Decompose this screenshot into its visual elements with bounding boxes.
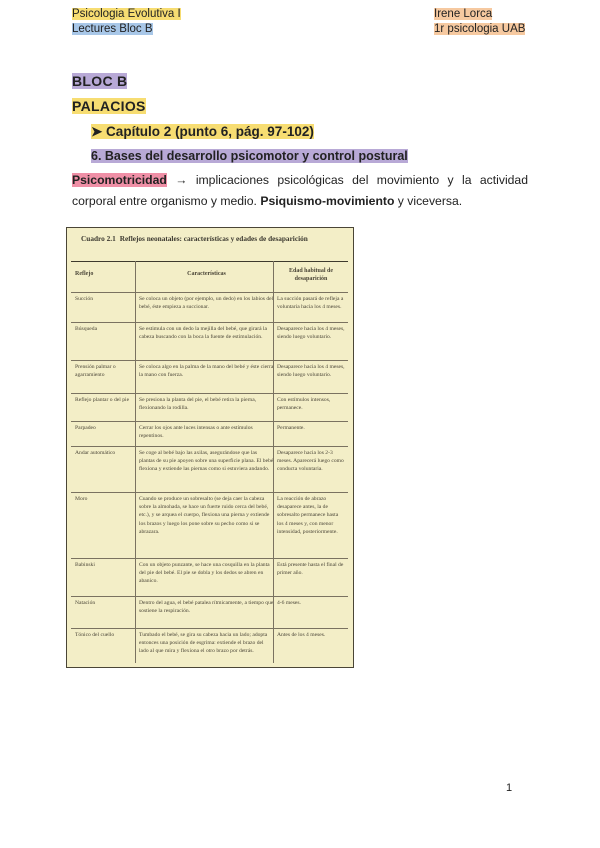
cell-description: Tumbado el bebé, se gira su cabeza hacia un lado; adopta entonces una posición de esgrima: extiende el brazo del lado al que mira y flexiona el otro brazo por detrás. — [139, 632, 268, 655]
cell-reflex-name: Parpadeo — [75, 425, 96, 431]
col-header-reflejo: Reflejo — [75, 271, 94, 277]
term-psicomotricidad: Psicomotricidad — [72, 173, 167, 187]
table-row — [71, 446, 348, 493]
definition-paragraph: Psicomotricidad → implicaciones psicológicas del movimiento y la actividad corporal entre organismo y medio. Psiquismo-movimiento y viceversa. — [72, 173, 528, 208]
table-row — [71, 628, 348, 663]
table-title: Cuadro 2.1 Reflejos neonatales: características y edades de desaparición — [81, 234, 308, 243]
table-row — [71, 558, 348, 597]
cell-age: Desaparece hacia los 2-3 meses. Aparecerá luego como conducta voluntaria. — [277, 450, 344, 473]
cell-description: Se estimula con un dedo la mejilla del bebé, que girará la cabeza buscando con la boca la fuente de estimulación. — [139, 326, 267, 341]
table-header-row — [71, 261, 348, 293]
table-row — [71, 292, 348, 323]
col-header-caracteristicas: Características — [187, 271, 226, 277]
header-block: Lectures Bloc B — [72, 23, 153, 35]
cell-age: Con estímulos intensos, permanece. — [277, 397, 331, 412]
cell-reflex-name: Andar automático — [75, 450, 116, 456]
column-divider — [135, 261, 136, 663]
cell-description: Se coloca un objeto (por ejemplo, un dedo) en los labios del bebé, éste empieza a succionar. — [139, 296, 274, 311]
table-row — [71, 393, 348, 422]
header-author: Irene Lorca — [434, 8, 493, 20]
cell-age: Desaparece hacia los 4 meses, siendo luego voluntario. — [277, 364, 345, 379]
table-row — [71, 492, 348, 559]
table-row — [71, 360, 348, 394]
cell-description: Dentro del agua, el bebé patalea rítmicamente, a tiempo que sostiene la respiración. — [139, 600, 274, 615]
header-group: 1r psicologia UAB — [434, 23, 526, 35]
cell-reflex-name: Succión — [75, 296, 94, 302]
page-number: 1 — [506, 782, 513, 794]
cell-description: Con un objeto punzante, se hace una cosquilla en la planta del pie del bebé. El pie se dobla y los dedos se abren en abanico. — [139, 562, 270, 585]
table-row — [71, 596, 348, 629]
cell-description: Se presiona la planta del pie, el bebé retira la pierna, flexionando la rodilla. — [139, 397, 257, 412]
cell-reflex-name: Reflejo plantar o del pie — [75, 397, 130, 403]
cell-age: Antes de los 4 meses. — [277, 632, 326, 638]
author-heading: PALACIOS — [72, 98, 146, 114]
cell-reflex-name: Búsqueda — [75, 326, 98, 332]
cell-reflex-name: Moro — [75, 496, 88, 502]
cell-description: Se coge al bebé bajo las axilas, asegurándose que las plantas de su pie apoyen sobre una superficie plana. El bebé flexiona y extiende las piernas como si estuviera andando. — [139, 450, 274, 473]
term-psiquismo: Psiquismo-movimiento — [260, 194, 395, 208]
cell-reflex-name: Natación — [75, 600, 96, 606]
section-heading: 6. Bases del desarrollo psicomotor y control postural — [91, 149, 408, 163]
cell-reflex-name: Tónico del cuello — [75, 632, 115, 638]
cell-age: Desaparece hacia los 4 meses, siendo luego voluntario. — [277, 326, 345, 341]
cell-age: 4-6 meses. — [277, 600, 301, 606]
bloc-heading: BLOC B — [72, 73, 128, 89]
cell-reflex-name: Prensión palmar o agarramiento — [75, 364, 116, 379]
scanned-table-image — [66, 227, 354, 668]
table-row — [71, 421, 348, 447]
cell-age: Permanente. — [277, 425, 305, 431]
cell-age: La reacción de abrazo desaparece antes, la de sobresalto permanece hasta los 4 meses y, con menor intensidad, posteriormente. — [277, 496, 339, 535]
cell-description: Se coloca algo en la palma de la mano del bebé y éste cierra la mano con fuerza. — [139, 364, 274, 379]
cell-age: La succión pasará de refleja a voluntaria hacia los 4 meses. — [277, 296, 344, 311]
header-course: Psicologia Evolutiva I — [72, 8, 181, 20]
chapter-heading: ➤ Capítulo 2 (punto 6, pág. 97-102) — [91, 124, 314, 139]
cell-age: Está presente hasta el final de primer año. — [277, 562, 344, 577]
col-header-edad: Edad habitual de desaparición — [288, 268, 334, 283]
cell-reflex-name: Babinski — [75, 562, 95, 568]
column-divider — [273, 261, 274, 663]
table-row — [71, 322, 348, 361]
cell-description: Cuando se produce un sobresalto (se deja caer la cabeza sobre la almohada, se hace un fuerte ruido cerca del bebé, etc.), y se arquea el cuerpo, flexiona una pierna y extiende los brazos y luego los pone sobre su pecho como si se abrazara. — [139, 496, 270, 535]
cell-description: Cerrar los ojos ante luces intensas o ante estímulos repentinos. — [139, 425, 253, 440]
